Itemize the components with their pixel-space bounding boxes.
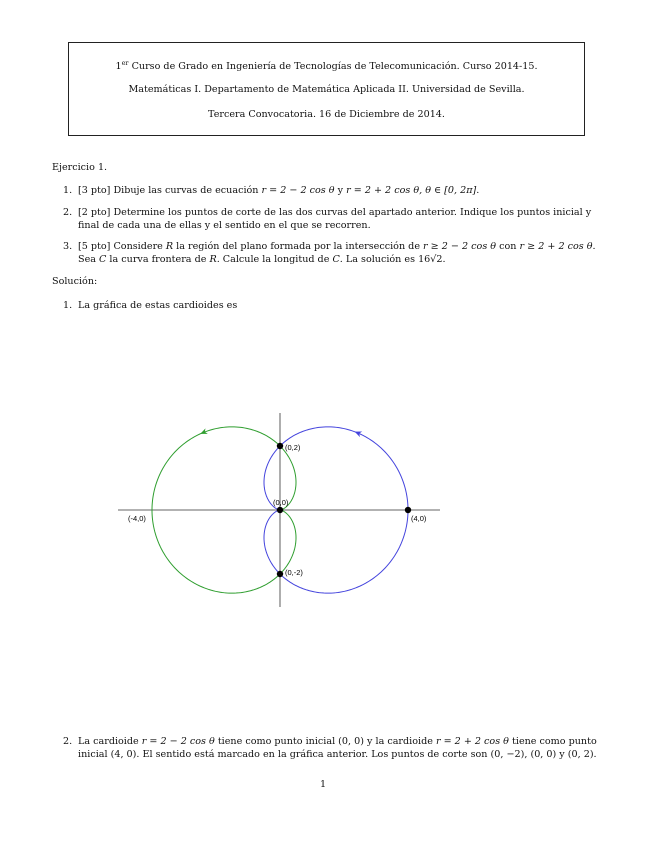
page-number: 1 (320, 779, 327, 790)
exercise-item-2: 2. [2 pto] Determine los puntos de corte de las dos curvas del apartado anterior. Indique los puntos inicial y final de cada una de ellas y el sentido en el que se recorren. (63, 207, 592, 231)
point-0-m2 (277, 571, 283, 577)
label-m4-0: (-4,0) (128, 514, 146, 523)
solution-item-1: 1. La gráfica de estas cardioides es (63, 300, 238, 311)
label-0-0: (0,0) (273, 498, 289, 507)
point-0-2 (277, 443, 283, 449)
cardioid-plot (110, 405, 450, 615)
header-course: 1er Curso de Grado en Ingeniería de Tecnologías de Telecomunicación. Curso 2014-15. (115, 59, 538, 73)
label-0-m2: (0,-2) (285, 568, 303, 577)
header-exam-date: Tercera Convocatoria. 16 de Diciembre de 2014. (208, 109, 445, 120)
point-4-0 (405, 507, 411, 513)
exercise-title: Ejercicio 1. (52, 162, 108, 173)
solution-title: Solución: (52, 276, 98, 287)
point-0-0 (277, 507, 283, 513)
label-4-0: (4,0) (411, 514, 427, 523)
label-0-2: (0,2) (285, 443, 301, 452)
exercise-item-3: 3. [5 pto] Considere R la región del plano formada por la intersección de r ≥ 2 − 2 cos θ con r ≥ 2 + 2 cos θ. Sea C la curva frontera de R. Calcule la longitud de C. La solución es 16√2. (63, 241, 596, 265)
solution-item-2: 2. La cardioide r = 2 − 2 cos θ tiene como punto inicial (0, 0) y la cardioide r = 2 + 2 cos θ tiene como punto inicial (4, 0). El sentido está marcado en la gráfica anterior. Los puntos de corte son (0, −2), (0, 0) y (0, 2). (63, 736, 597, 760)
header-box (68, 42, 585, 136)
header-department: Matemáticas I. Departamento de Matemática Aplicada II. Universidad de Sevilla. (128, 84, 525, 95)
exercise-item-1: 1. [3 pto] Dibuje las curvas de ecuación r = 2 − 2 cos θ y r = 2 + 2 cos θ, θ ∈ [0, 2π]. (63, 185, 480, 196)
